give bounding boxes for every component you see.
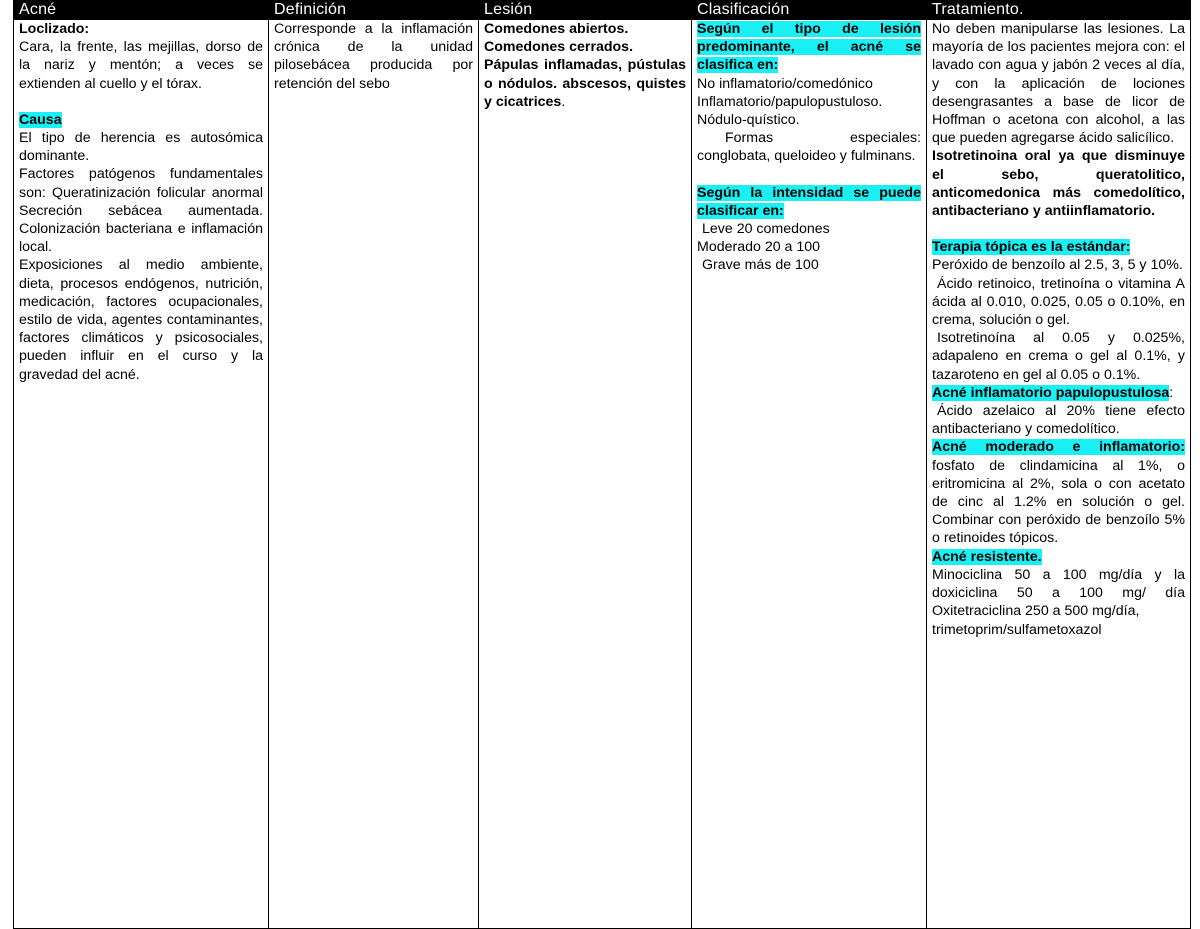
header-row [14,1,1191,20]
acne-table [13,0,1191,929]
clasif-tipo-4: Formas especiales: conglobata, queloideo y fulminans. [697,130,921,165]
localizado-text: Cara, la frente, las mejillas, dorso de la nariz y mentón; a veces se extienden al cuello y el tórax. [19,39,263,92]
clasif-tipo-title: Según el tipo de lesión predominante, el acné se clasifica en: [697,21,921,74]
resistente-1: Minociclina 50 a 100 mg/día y la doxiciclina 50 a 100 mg/ día Oxitetraciclina 250 a 500 mg/día, [932,566,1185,620]
topica-2: Ácido retinoico, tretinoína o vitamina A ácida al 0.010, 0.025, 0.05 o 0.10%, en crema, solución o gel. [932,275,1185,329]
clasif-tipo-2: Inflamatorio/papulopustuloso. [697,93,883,110]
moderado-text: fosfato de clindamicina al 1%, o eritromicina al 2%, sola o con acetato de cinc al 1.2% en solución o gel. Combinar con peróxido de benzoílo 5% o retinoides tópicos. [932,457,1185,547]
causa-text-1: El tipo de herencia es autosómica dominante. [19,130,263,165]
causa-text-3: Exposiciones al medio ambiente, dieta, procesos endógenos, nutrición, medicación, factores ocupacionales, estilo de vida, agentes contaminantes, factores climáticos y psicosociales, pueden influir en el curso y la gravedad del acné. [19,257,263,383]
cell-lesion [479,20,692,929]
papulopustulosa-colon: : [1169,384,1174,401]
lesion-3-end: . [561,93,566,110]
cell-tratamiento [927,20,1191,929]
lesion-3: Pápulas inflamadas, pústulas o nódulos. abscesos, quistes y cicatrices [484,57,686,110]
papulopustulosa-text: Ácido azelaico al 20% tiene efecto antibacteriano y comedolítico. [932,403,1185,438]
topica-title: Terapia tópica es la estándar: [932,239,1131,256]
clasif-intensidad-title: Según la intensidad se puede clasificar en: [697,184,921,219]
trat-text-2: Isotretinoina oral ya que disminuye el sebo, queratolitico, anticomedonica más comedolítico, antibacteriano y antiinflamatorio. [932,148,1185,220]
cell-definicion [269,20,479,929]
clasif-tipo-3: Nódulo-quístico. [697,112,800,129]
definicion-text: Corresponde a la inflamación crónica de la unidad pilosebácea producida por retención del sebo [274,21,473,92]
clasif-int-3: Grave más de 100 [702,257,819,274]
header-tratamiento: Tratamiento. [927,1,1191,20]
lesion-1: Comedones abiertos. [484,21,629,37]
resistente-2: trimetoprim/sulfametoxazol [932,621,1102,638]
lesion-2: Comedones cerrados. [484,39,634,56]
cell-clasificacion [692,20,927,929]
papulopustulosa-title: Acné inflamatorio papulopustulosa [932,384,1170,401]
cell-acne [14,20,269,929]
causa-text-2: Factores patógenos fundamentales son: Queratinización folicular anormal Secreción sebácea aumentada. Colonización bacteriana e inflamación local. [19,166,263,256]
clasif-tipo-1: No inflamatorio/comedónico [697,75,873,92]
localizado-title: Loclizado: [19,21,90,37]
header-definicion: Definición [269,1,479,20]
content-row [14,20,1191,929]
causa-title: Causa [19,111,62,128]
topica-1: Peróxido de benzoílo al 2.5, 3, 5 y 10%. [932,257,1183,274]
clasif-int-1: Leve 20 comedones [702,221,830,238]
header-clasificacion: Clasificación [692,1,927,20]
trat-text-1: No deben manipularse las lesiones. La mayoría de los pacientes mejora con: el lavado con agua y jabón 2 veces al día, y con la aplicación de lociones desengrasantes a base de licor de Hoffman o acetona con alcohol, a las que pueden agregarse ácido salicílico. [932,21,1185,147]
resistente-title: Acné resistente. [932,548,1042,565]
header-acne: Acné [14,1,269,20]
moderado-title: Acné moderado e inflamatorio: [932,439,1185,456]
topica-3: Isotretinoína al 0.05 y 0.025%, adapaleno en crema o gel al 0.1%, y tazaroteno en gel al 0.05 o 0.1%. [932,330,1185,383]
header-lesion: Lesión [479,1,692,20]
clasif-int-2: Moderado 20 a 100 [697,239,821,256]
